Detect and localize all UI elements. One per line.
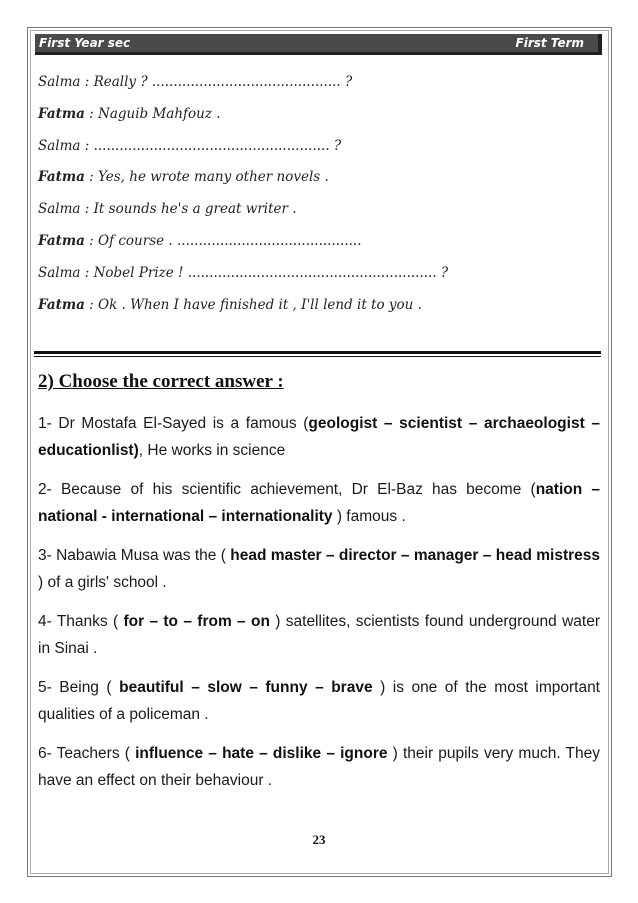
speaker: Fatma <box>38 169 85 186</box>
question-item <box>38 410 600 464</box>
line-text: : Really ? ............................................ ? <box>80 74 353 90</box>
answer-options: beautiful – slow – funny – brave <box>119 679 373 696</box>
question-end: ) of a girls' school . <box>38 574 167 591</box>
line-text: : Of course . ........................................... <box>84 232 362 249</box>
speaker: Salma <box>38 74 81 90</box>
speaker: Salma <box>38 137 81 154</box>
answer-options: nation – national - international – internationality <box>38 481 600 525</box>
answer-options: influence – hate – dislike – ignore <box>135 745 388 762</box>
line-text: : Nobel Prize ! .......................................................... ? <box>80 264 449 281</box>
section-divider-thin <box>34 356 601 357</box>
question-end: ) satellites, scientists found underground water in Sinai . <box>38 613 601 657</box>
question-item <box>38 674 600 728</box>
answer-options: head master – director – manager – head mistress <box>230 547 601 564</box>
dialogue-line <box>38 263 598 295</box>
line-text: : It sounds he's a great writer . <box>80 201 297 218</box>
dialogue-line <box>38 167 598 199</box>
dialogue-line <box>38 104 598 136</box>
speaker: Fatma <box>38 232 85 249</box>
question-stem: 6- Teachers ( <box>38 745 136 762</box>
question-item <box>38 542 600 596</box>
question-item <box>38 476 600 530</box>
section-divider-thick <box>34 351 601 354</box>
page-header <box>35 34 602 55</box>
question-end: ) is one of the most important qualities of a policeman . <box>38 679 600 723</box>
speaker: Salma <box>38 201 81 218</box>
question-item <box>38 608 600 662</box>
speaker: Fatma <box>38 296 85 313</box>
question-end: ) their pupils very much. They have an effect on their behaviour . <box>38 745 600 789</box>
answer-options: for – to – from – on <box>123 613 270 630</box>
page-number: 23 <box>312 832 326 847</box>
header-term: First Term <box>515 36 584 50</box>
dialogue <box>38 72 598 326</box>
question-stem: 2- Because of his scientific achievement, Dr El-Baz has become ( <box>38 481 536 498</box>
answer-options: geologist – scientist – archaeologist – educationlist) <box>38 415 600 459</box>
dialogue-line <box>38 231 598 263</box>
question-end: ) famous . <box>332 508 406 525</box>
dialogue-line <box>38 295 598 327</box>
dialogue-line <box>38 199 598 231</box>
line-text: : Ok . When I have finished it , I'll lend it to you . <box>84 296 422 313</box>
question-stem: 4- Thanks ( <box>38 613 124 630</box>
question-end: , He works in science <box>138 442 286 459</box>
section-title: 2) Choose the correct answer : <box>38 371 284 392</box>
header-year: First Year sec <box>39 36 131 50</box>
dialogue-line <box>38 136 598 168</box>
line-text: : Naguib Mahfouz . <box>84 105 221 122</box>
speaker: Fatma <box>38 105 85 122</box>
dialogue-line <box>38 72 598 104</box>
line-text: : ....................................................... ? <box>80 137 342 154</box>
question-stem: 1- Dr Mostafa El-Sayed is a famous ( <box>38 415 309 432</box>
speaker: Salma <box>38 264 81 281</box>
question-stem: 5- Being ( <box>38 679 120 696</box>
question-stem: 3- Nabawia Musa was the ( <box>38 547 231 564</box>
question-list <box>38 410 600 806</box>
question-item <box>38 740 600 794</box>
line-text: : Yes, he wrote many other novels . <box>84 169 329 186</box>
